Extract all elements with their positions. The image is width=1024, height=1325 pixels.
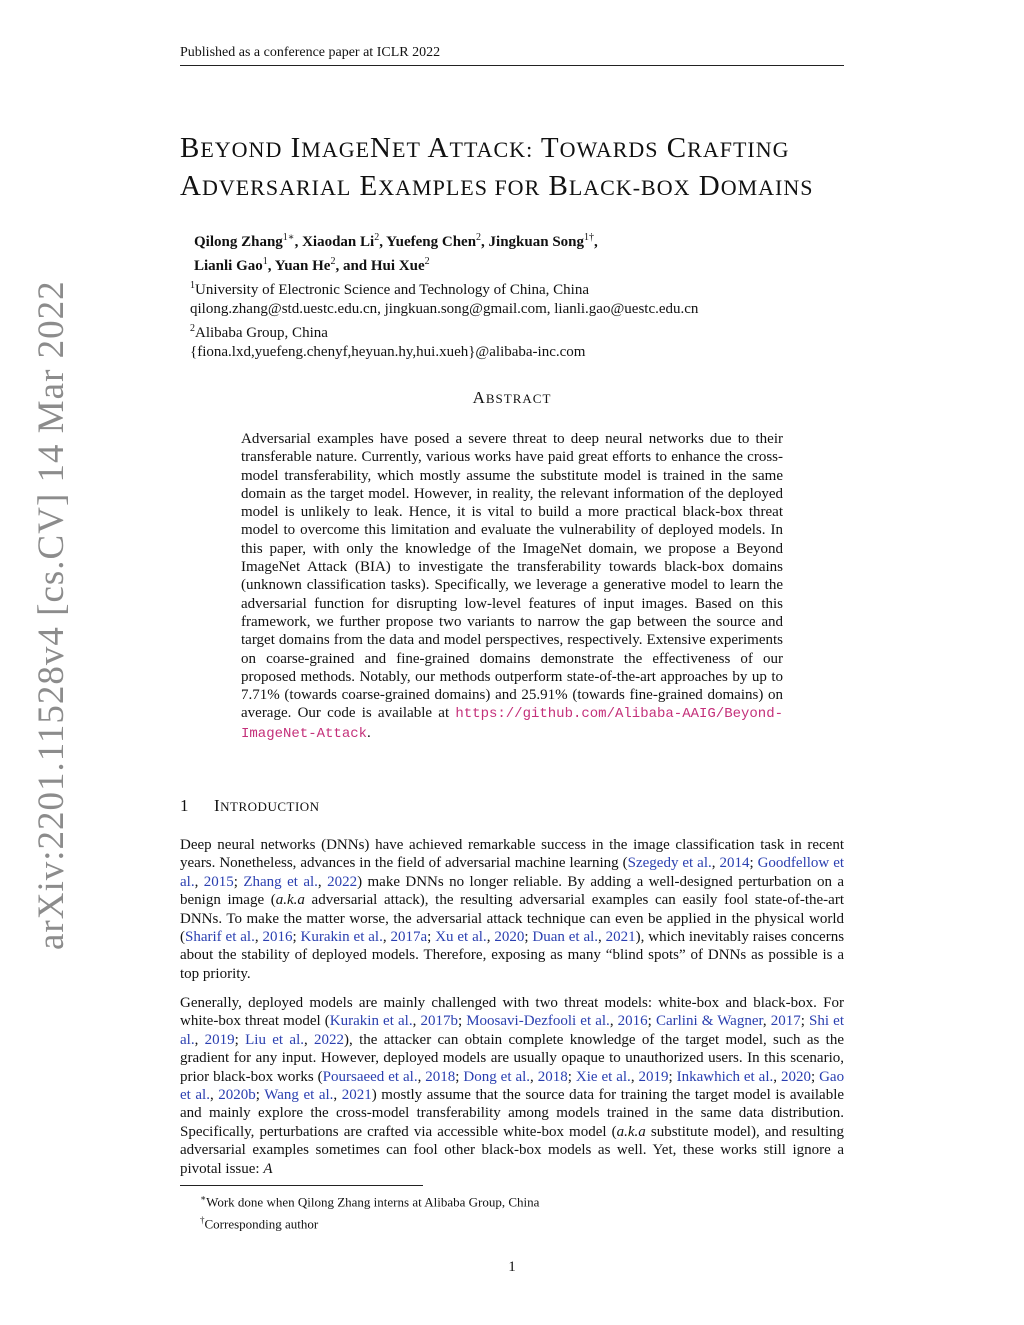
citation-link[interactable]: 2016 bbox=[262, 929, 293, 946]
citation-link[interactable]: 2015 bbox=[203, 873, 234, 890]
citation-link[interactable]: 2018 bbox=[537, 1068, 568, 1085]
running-head: Published as a conference paper at ICLR 2022 bbox=[180, 45, 441, 60]
citation-link[interactable]: 2022 bbox=[327, 873, 358, 890]
footnote-2: †Corresponding author bbox=[200, 1215, 319, 1232]
intro-paragraph-1: Deep neural networks (DNNs) have achieved remarkable success in the image classification task in recent years. Nonetheless, advances in the field of adversarial machine learning (Szegedy et al., 2014; Goodfellow et al., 2015; Zhang et al., 2022) make DNNs no longer reliable. By adding a well-designed perturbation on a benign image (a.k.a adversarial attack), the resulting adversarial examples can easily fool state-of-the-art DNNs. To make the matter worse, the adversarial attack technique can even be applied in the physical world (Sharif et al., 2016; Kurakin et al., 2017a; Xu et al., 2020; Duan et al., 2021), which inevitably raises concerns about the stability of deployed models. Therefore, exposing as many “blind spots” of DNNs as possible is a top priority. bbox=[180, 837, 845, 982]
citation-link[interactable]: Sharif et al. bbox=[185, 929, 255, 946]
citation-link[interactable]: Dong et al. bbox=[463, 1068, 531, 1085]
section-1-heading: 1 INTRODUCTION bbox=[180, 796, 320, 815]
author-names-line-1: Qilong Zhang$^{1∗}$, Xiaodan Li$^2$, Yuefeng Chen$^2$, Jingkuan Song$^{1\dagger}$, bbox=[194, 232, 598, 250]
citation-link[interactable]: 2018 bbox=[425, 1068, 456, 1085]
citation-link[interactable]: Carlini & Wagner bbox=[655, 1013, 763, 1030]
author-block bbox=[190, 228, 840, 362]
citation-link[interactable]: 2020b bbox=[218, 1087, 256, 1104]
abstract-body: Adversarial examples have posed a severe threat to deep neural networks due to their transferable nature. Currently, various works have paid great efforts to enhance the cross-model transferability, which mostly assume the substitute model is trained in the same domain as the target model. However, in reality, the relevant information of the deployed model is unlikely to leak. Hence, it is vital to build a more practical black-box threat model to overcome this limitation and evaluate the vulnerability of deployed models. In this paper, with only the knowledge of the ImageNet domain, we propose a Beyond ImageNet Attack (BIA) to investigate the transferability towards black-box domains (unknown classification tasks). Specifically, we leverage a generative model to learn the adversarial function for disrupting low-level features of input images. Based on this framework, we further propose two variants to narrow the gap between the source and target domains from the data and model perspectives, respectively. Extensive experiments on coarse-grained and fine-grained domains demonstrate the effectiveness of our proposed methods. Notably, our methods outperform state-of-the-art approaches by up to 7.71% (towards coarse-grained domains) and 25.91% (towards fine-grained domains) on average. Our code is available at https://github.com/Alibaba-AAIG/Beyond-ImageNet-Attack. bbox=[241, 431, 784, 742]
intro-paragraph-2: Generally, deployed models are mainly challenged with two threat models: white-box and black-box. For white-box threat model (Kurakin et al., 2017b; Moosavi-Dezfooli et al., 2016; Carlini & Wagner, 2017; Shi et al., 2019; Liu et al., 2022), the attacker can obtain complete knowledge of the target model, such as the gradient for any input. However, deployed models are usually opaque to unauthorized users. In this scenario, prior black-box works (Poursaeed et al., 2018; Dong et al., 2018; Xie et al., 2019; Inkawhich et al., 2020; Gao et al., 2020b; Wang et al., 2021) mostly assume that the source data for training the target model is available and mainly explore the cross-model transferability among models trained in the same data distribution. Specifically, perturbations are crafted via accessible white-box model (a.k.a substitute model), and resulting adversarial examples sometimes can fool other black-box models as well. Yet, these works still ignore a pivotal issue: A bbox=[180, 995, 845, 1177]
citation-link[interactable]: Moosavi-Dezfooli et al. bbox=[466, 1013, 610, 1030]
citation-link[interactable]: 2014 bbox=[719, 855, 750, 872]
citation-link[interactable]: Zhang et al. bbox=[243, 873, 318, 890]
code-url-link[interactable]: https://github.com/Alibaba-AAIG/Beyond-ImageNet-Attack bbox=[241, 706, 784, 742]
citation-link[interactable]: Kurakin et al. bbox=[329, 1013, 413, 1030]
title-line-2: ADVERSARIAL EXAMPLES FOR BLACK-BOX DOMAINS bbox=[180, 170, 814, 202]
affiliation-1: $^1$University of Electronic Science and Technology of China, China bbox=[190, 280, 589, 298]
title-line-1: BEYOND IMAGENET ATTACK: TOWARDS CRAFTING bbox=[180, 132, 790, 164]
citation-link[interactable]: Wang et al. bbox=[264, 1087, 334, 1104]
paper-title bbox=[180, 130, 850, 206]
footnote-rule bbox=[180, 1185, 423, 1186]
citation-link[interactable]: Szegedy et al. bbox=[627, 855, 712, 872]
citation-link[interactable]: Inkawhich et al. bbox=[676, 1068, 774, 1085]
citation-link[interactable]: Xu et al. bbox=[435, 929, 487, 946]
author-names-line-2: Lianli Gao$^1$, Yuan He$^2$, and Hui Xue$^2$ bbox=[194, 256, 430, 274]
citation-link[interactable]: Goodfellow et al. bbox=[180, 855, 845, 890]
abstract-heading: ABSTRACT bbox=[472, 388, 552, 407]
citation-link[interactable]: 2022 bbox=[314, 1031, 345, 1048]
header-rule bbox=[180, 65, 844, 66]
citation-link[interactable]: 2019 bbox=[638, 1068, 669, 1085]
abstract-text: Adversarial examples have posed a severe threat to deep neural networks due to their transferable nature. Currently, various works have paid great efforts to enhance the cross-model transferability, which mostly assume the substitute model is trained in the same domain as the target model. However, in reality, the relevant information of the deployed model is unlikely to leak. Hence, it is vital to build a more practical black-box threat model to overcome this limitation and evaluate the vulnerability of deployed models. In this paper, with only the knowledge of the ImageNet domain, we propose a Beyond ImageNet Attack (BIA) to investigate the transferability towards black-box domains (unknown classification tasks). Specifically, we leverage a generative model to learn the adversarial function for disrupting low-level features of input images. Based on this framework, we further propose two variants to narrow the gap between the source and target domains from the data and model perspectives, respectively. Extensive experiments on coarse-grained and fine-grained domains demonstrate the effectiveness of our proposed methods. Notably, our methods outperform state-of-the-art approaches by up to 7.71% (towards coarse-grained domains) and 25.91% (towards fine-grained domains) on average. Our code is available at bbox=[241, 431, 783, 722]
email-line-2: {fiona.lxd,yuefeng.chenyf,heyuan.hy,hui.xueh}@alibaba-inc.com bbox=[190, 344, 586, 360]
citation-link[interactable]: 2017 bbox=[770, 1013, 801, 1030]
citation-link[interactable]: Shi et al. bbox=[180, 1013, 844, 1048]
citation-link[interactable]: Kurakin et al. bbox=[300, 929, 383, 946]
citation-link[interactable]: 2020 bbox=[494, 929, 525, 946]
citation-link[interactable]: 2016 bbox=[617, 1013, 648, 1030]
citation-link[interactable]: 2019 bbox=[204, 1031, 235, 1048]
citation-link[interactable]: Gao et al. bbox=[180, 1068, 845, 1104]
footnotes bbox=[200, 1189, 539, 1234]
citation-link[interactable]: 2017a bbox=[390, 929, 428, 946]
page-number: 1 bbox=[508, 1259, 516, 1275]
citation-link[interactable]: 2021 bbox=[341, 1087, 372, 1104]
citation-link[interactable]: Liu et al. bbox=[245, 1031, 304, 1048]
citation-link[interactable]: Xie et al. bbox=[575, 1068, 631, 1085]
arxiv-identifier: arXiv:2201.11528v4 [cs.CV] 14 Mar 2022 bbox=[31, 280, 72, 950]
citation-link[interactable]: Poursaeed et al. bbox=[322, 1068, 418, 1085]
affiliation-2: $^2$Alibaba Group, China bbox=[190, 323, 328, 341]
footnote-1: ∗Work done when Qilong Zhang interns at Alibaba Group, China bbox=[200, 1193, 540, 1210]
citation-link[interactable]: Duan et al. bbox=[532, 929, 599, 946]
email-line-1: qilong.zhang@std.uestc.edu.cn, jingkuan.song@gmail.com, lianli.gao@uestc.edu.cn bbox=[190, 301, 699, 317]
citation-link[interactable]: 2021 bbox=[605, 929, 636, 946]
citation-link[interactable]: 2020 bbox=[780, 1068, 811, 1085]
citation-link[interactable]: 2017b bbox=[420, 1013, 458, 1030]
